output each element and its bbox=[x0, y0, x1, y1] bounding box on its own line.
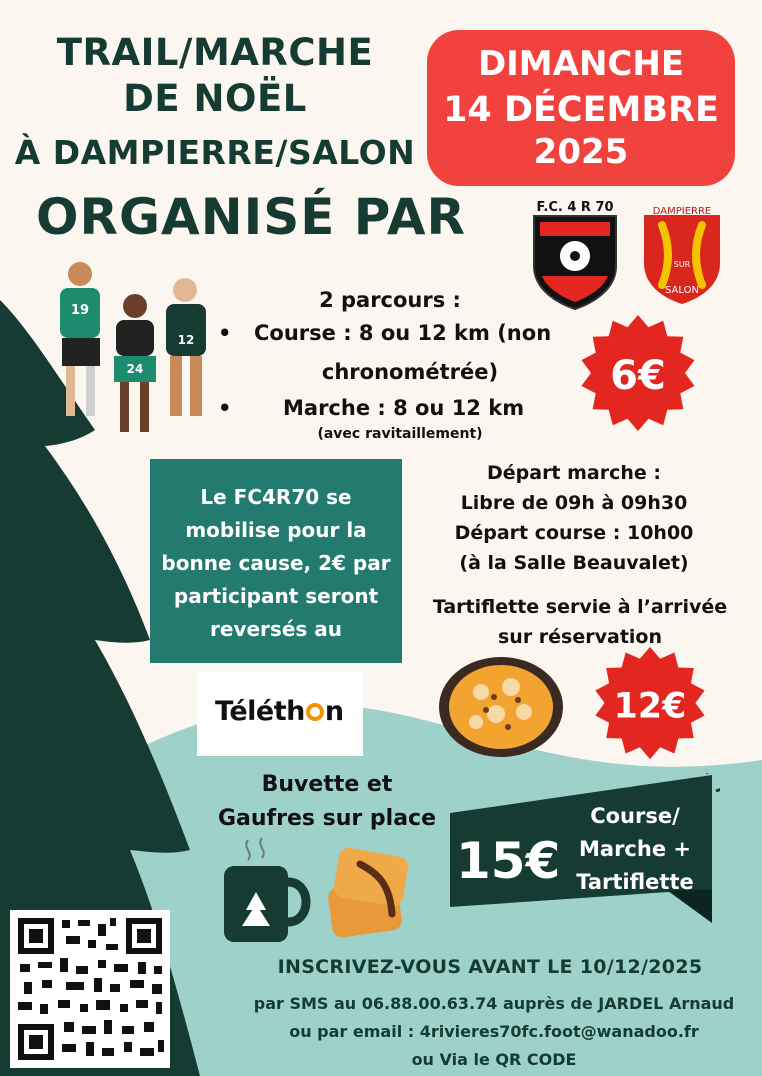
organised-by-heading: ORGANISÉ PAR bbox=[36, 188, 467, 246]
town-crest-mid: SUR bbox=[673, 260, 691, 269]
combo-line-1: Course/ bbox=[590, 804, 680, 828]
town-crest-bottom: SALON bbox=[665, 285, 699, 296]
title-line-3: À DAMPIERRE/SALON bbox=[14, 133, 416, 172]
price-badge-12-label: 12€ bbox=[613, 686, 687, 727]
buvette-block bbox=[200, 768, 454, 836]
cause-line-3: bonne cause, 2€ par bbox=[161, 551, 391, 575]
jersey-12: 12 bbox=[177, 333, 195, 347]
depart-line-3: Départ course : 10h00 bbox=[454, 522, 694, 544]
bullet-1: • bbox=[218, 321, 232, 345]
depart-line-1: Départ marche : bbox=[486, 462, 662, 484]
title-line-2: DE NOËL bbox=[123, 77, 307, 120]
register-details bbox=[244, 990, 744, 1074]
cause-line-4: participant seront bbox=[173, 584, 379, 608]
register-qr-line: ou Via le QR CODE bbox=[411, 1050, 577, 1069]
parcours-course-line: Course : 8 ou 12 km (non bbox=[254, 321, 552, 345]
price-badge-6 bbox=[578, 313, 698, 433]
club-logo bbox=[530, 196, 620, 310]
combo-price: 15€ bbox=[456, 832, 561, 890]
register-headline: INSCRIVEZ-VOUS AVANT LE 10/12/2025 bbox=[277, 956, 703, 978]
buvette-line-1: Buvette et bbox=[261, 772, 393, 797]
runners-illustration bbox=[40, 258, 230, 448]
telethon-o-icon bbox=[306, 703, 324, 721]
register-email-line[interactable]: ou par email : 4rivieres70fc.foot@wanadoo.fr bbox=[289, 1022, 699, 1041]
tartiflette-block bbox=[412, 592, 748, 652]
tartiflette-line-1: Tartiflette servie à l’arrivée bbox=[432, 596, 728, 618]
date-date: 14 DÉCEMBRE bbox=[443, 90, 719, 130]
telethon-part-2: n bbox=[324, 696, 344, 727]
telethon-part-1: Téléth bbox=[215, 696, 305, 727]
tartiflette-line-2: sur réservation bbox=[497, 626, 663, 648]
jersey-24: 24 bbox=[126, 362, 144, 376]
cause-line-5: reversés au bbox=[210, 617, 342, 641]
hot-drink-mug-icon bbox=[218, 836, 314, 946]
telethon-wordmark bbox=[215, 696, 344, 727]
price-badge-6-label: 6€ bbox=[610, 353, 666, 399]
depart-block bbox=[412, 458, 736, 578]
parcours-course-line-2: chronométrée) bbox=[321, 360, 499, 384]
waffles-icon bbox=[320, 844, 420, 942]
depart-line-4: (à la Salle Beauvalet) bbox=[459, 552, 689, 574]
town-crest-top: DAMPIERRE bbox=[652, 206, 712, 217]
parcours-marche-line: Marche : 8 ou 12 km bbox=[283, 396, 525, 420]
date-box bbox=[427, 30, 735, 186]
parcours-note: (avec ravitaillement) bbox=[317, 426, 483, 442]
town-crest bbox=[640, 205, 724, 305]
jersey-19: 19 bbox=[70, 303, 90, 318]
combo-line-3: Tartiflette bbox=[576, 870, 694, 894]
cause-line-1: Le FC4R70 se bbox=[200, 485, 352, 509]
title-line-1: TRAIL/MARCHE bbox=[56, 31, 374, 74]
combo-text bbox=[560, 800, 710, 899]
tartiflette-dish-illustration bbox=[436, 652, 566, 762]
qr-code-pattern bbox=[10, 910, 170, 1068]
price-badge-12 bbox=[592, 645, 708, 761]
register-sms-line: par SMS au 06.88.00.63.74 auprès de JARDEL Arnaud bbox=[253, 994, 735, 1013]
buvette-line-2: Gaufres sur place bbox=[217, 806, 437, 831]
bullet-2: • bbox=[218, 396, 232, 420]
club-logo-label: F.C. 4 R 70 bbox=[536, 200, 614, 215]
qr-code[interactable] bbox=[10, 910, 170, 1068]
combo-line-2: Marche + bbox=[579, 837, 691, 861]
cause-line-2: mobilise pour la bbox=[185, 518, 367, 542]
depart-line-2: Libre de 09h à 09h30 bbox=[460, 492, 688, 514]
cause-box bbox=[150, 459, 402, 663]
date-day: DIMANCHE bbox=[477, 44, 685, 84]
telethon-logo bbox=[197, 672, 363, 756]
parcours-heading: 2 parcours : bbox=[319, 288, 461, 312]
date-year: 2025 bbox=[533, 132, 629, 172]
